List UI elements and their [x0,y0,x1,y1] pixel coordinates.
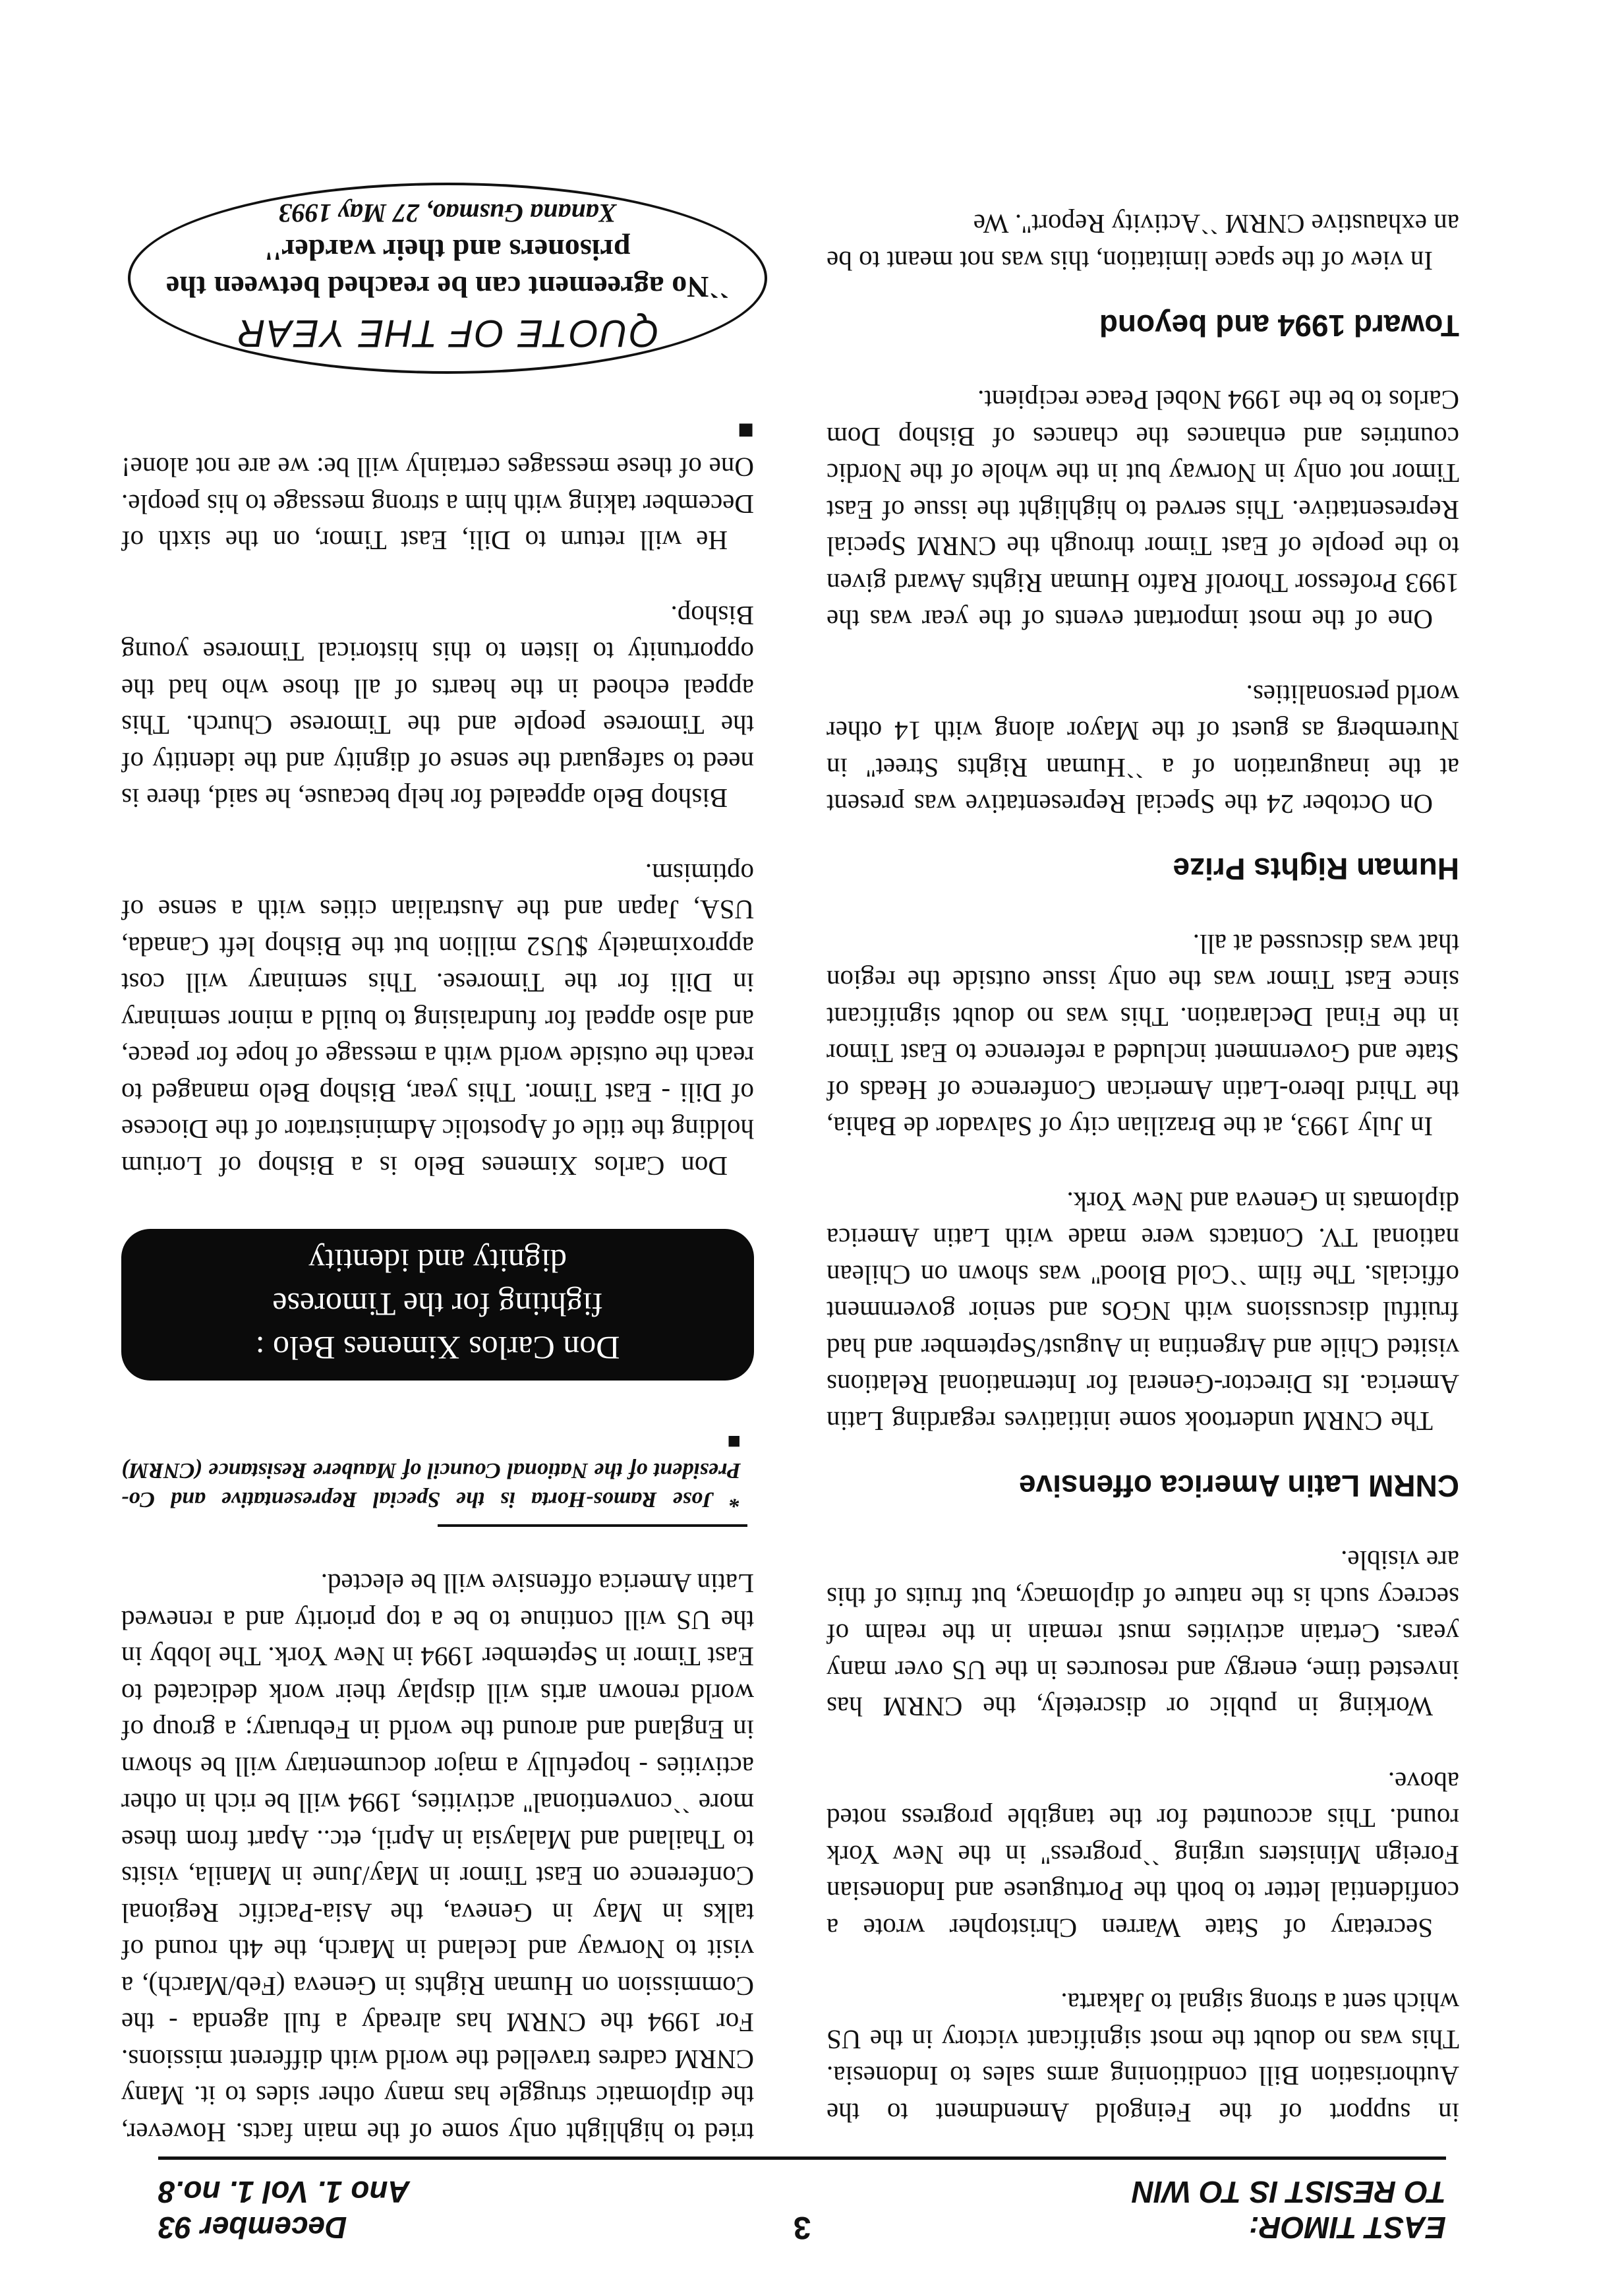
quote-text: ``No agreement can be reached between the prisoners and their warder'' [165,233,730,305]
paragraph: The CNRM undertook some initiatives regarding Latin America. Its Director-General for International Relations visited Chile and Argentina in August/September and had fruitful discussions with NGOs and senior government officials. The film ``Cold Blood'' was shown on Chilean national TV. Contacts were made with Latin America diplomats in Geneva and New York. [826,1187,1459,1437]
banner-line: fighting for the Timorese [272,1286,603,1323]
paragraph: In view of the space limitation, this was not meant to be an exhaustive CNRM ``Activity Report''. We [826,209,1459,276]
footnote-rule [438,1524,747,1527]
banner-line: dignity and identity [308,1243,567,1280]
author-footnote: * Jose Ramos-Horta is the Special Representative and Co-President of the National Council of Maubere Resistance (CNRM) ■ [121,1429,741,1512]
issue-date: December 93 [158,2211,347,2245]
page-header [158,2156,1446,2245]
quote-attribution: Xanana Gusmao, 27 May 1993 [278,198,617,229]
bishop-belo-banner [121,1229,754,1381]
page-number: 3 [793,2210,811,2245]
paragraph: Don Carlos Ximenes Belo is a Bishop of Lorium holding the title of Apostolic Administrator of the Diocese of Dili - East Timor. This year, Bishop Belo managed to reach the outside world with a message of hope for peace, and also appeal for fundraising to build a minor seminary in Dili for the Timorese. This seminary will cost approximately $US2 million but the Bishop left Canada, USA, Japan and the Australian cities with a sense of optimism. [121,858,754,1181]
paragraph: He will return to Dili, East Timor, on the sixth of December taking with him a strong message to his people. One of these messages certainly will be: we are not alone!■ [121,416,754,556]
paragraph: Bishop Belo appealed for help because, he said, there is need to safeguard the sense of dignity and the identity of the Timorese people and the Timorese Church. This appeal echoed in the hearts of all those who had the opportunity to listen to this historical Timorese young Bishop. [121,601,754,814]
section-heading-human-rights: Human Rights Prize [1173,852,1459,887]
paragraph: On October 24 the Special Representative was present at the inauguration of a ``Human Rights Street'' in Nuremberg as guest of the Mayor along with 14 other world personalities. [826,680,1459,820]
paragraph: Secretary of State Warren Christopher wrote a confidential letter to both the Portuguese and Indonesian Foreign Ministers urging ``progress'' in the New York round. This accounted for the tangible progress noted above. [826,1767,1459,1944]
paragraph: In July 1993, at the Brazilian city of Salvador de Bahia, the Third Ibero-Latin American Conference of Heads of State and Government included a reference to East Timor in the Final Declaration. This was no doubt significant since East Timor was the only issue outside the region that was discussed at all. [826,929,1459,1143]
masthead-subtitle: TO RESIST IS TO WIN [1132,2175,1446,2209]
banner-line: Don Carlos Ximenes Belo : [255,1330,620,1367]
section-heading-latin-america: CNRM Latin America offensive [1019,1469,1459,1503]
quote-of-the-year-box [128,183,767,374]
paragraph: tried to highlight only some of the main facts. However, the diplomatic struggle has many other sides to it. Many CNRM cadres travelled the world with different missions. For 1994 the CNRM has already a full agenda - the Commission on Human Rights in Geneva (Feb/March), a visit to Norway and Iceland in March, the 4th round of talks in May in Geneva, the Asia-Pacific Regional Conference on East Timor in May/June in Manila, visits to Thailand and Malaysia in April, etc.. Apart from these more ``conventional'' activities, 1994 will be rich in other activities - hopefully a major documentary will be shown in England and around the world in February; a group of world renown artis will display their work dedicated to East Timor in September 1994 in New York. The lobby in the US will continue to be a top priority and a renewed Latin America offensive will be elected. [121,1568,754,2148]
issue-volume: Ano 1. Vol 1. no.8 [158,2175,410,2209]
issue-info [158,2174,410,2245]
paragraph: Working in public or discretely, the CNRM has invested time, energy and resources in the US over many years. Certain activities must remain in the realm of secrecy such is the nature of diplomacy, but fruits of this are visible. [826,1545,1459,1723]
paragraph: in support of the Feingold Amendment to the Authorisation Bill conditioning arms sales to Indonesia. This was no doubt the most significant victory in the US which sent a strong signal to Jakarta. [826,1988,1459,2128]
left-column [826,167,1459,2131]
quote-title: QUOTE OF THE YEAR [236,312,659,355]
section-heading-toward-1994: Toward 1994 and beyond [1099,309,1459,343]
paragraph: One of the most important events of the year was the 1993 Professor Thorolf Rafto Human Rights Award given to the people of East Timor through the CNRM Special Representative. This served to highlight the issue of East Timor not only in Norway but in the whole of the Nordic countries and enhances the chances of Bishop Dom Carlos to be the 1994 Nobel Peace recipient. [826,385,1459,636]
right-column [121,183,754,2151]
masthead-title: EAST TIMOR: [1249,2211,1446,2245]
